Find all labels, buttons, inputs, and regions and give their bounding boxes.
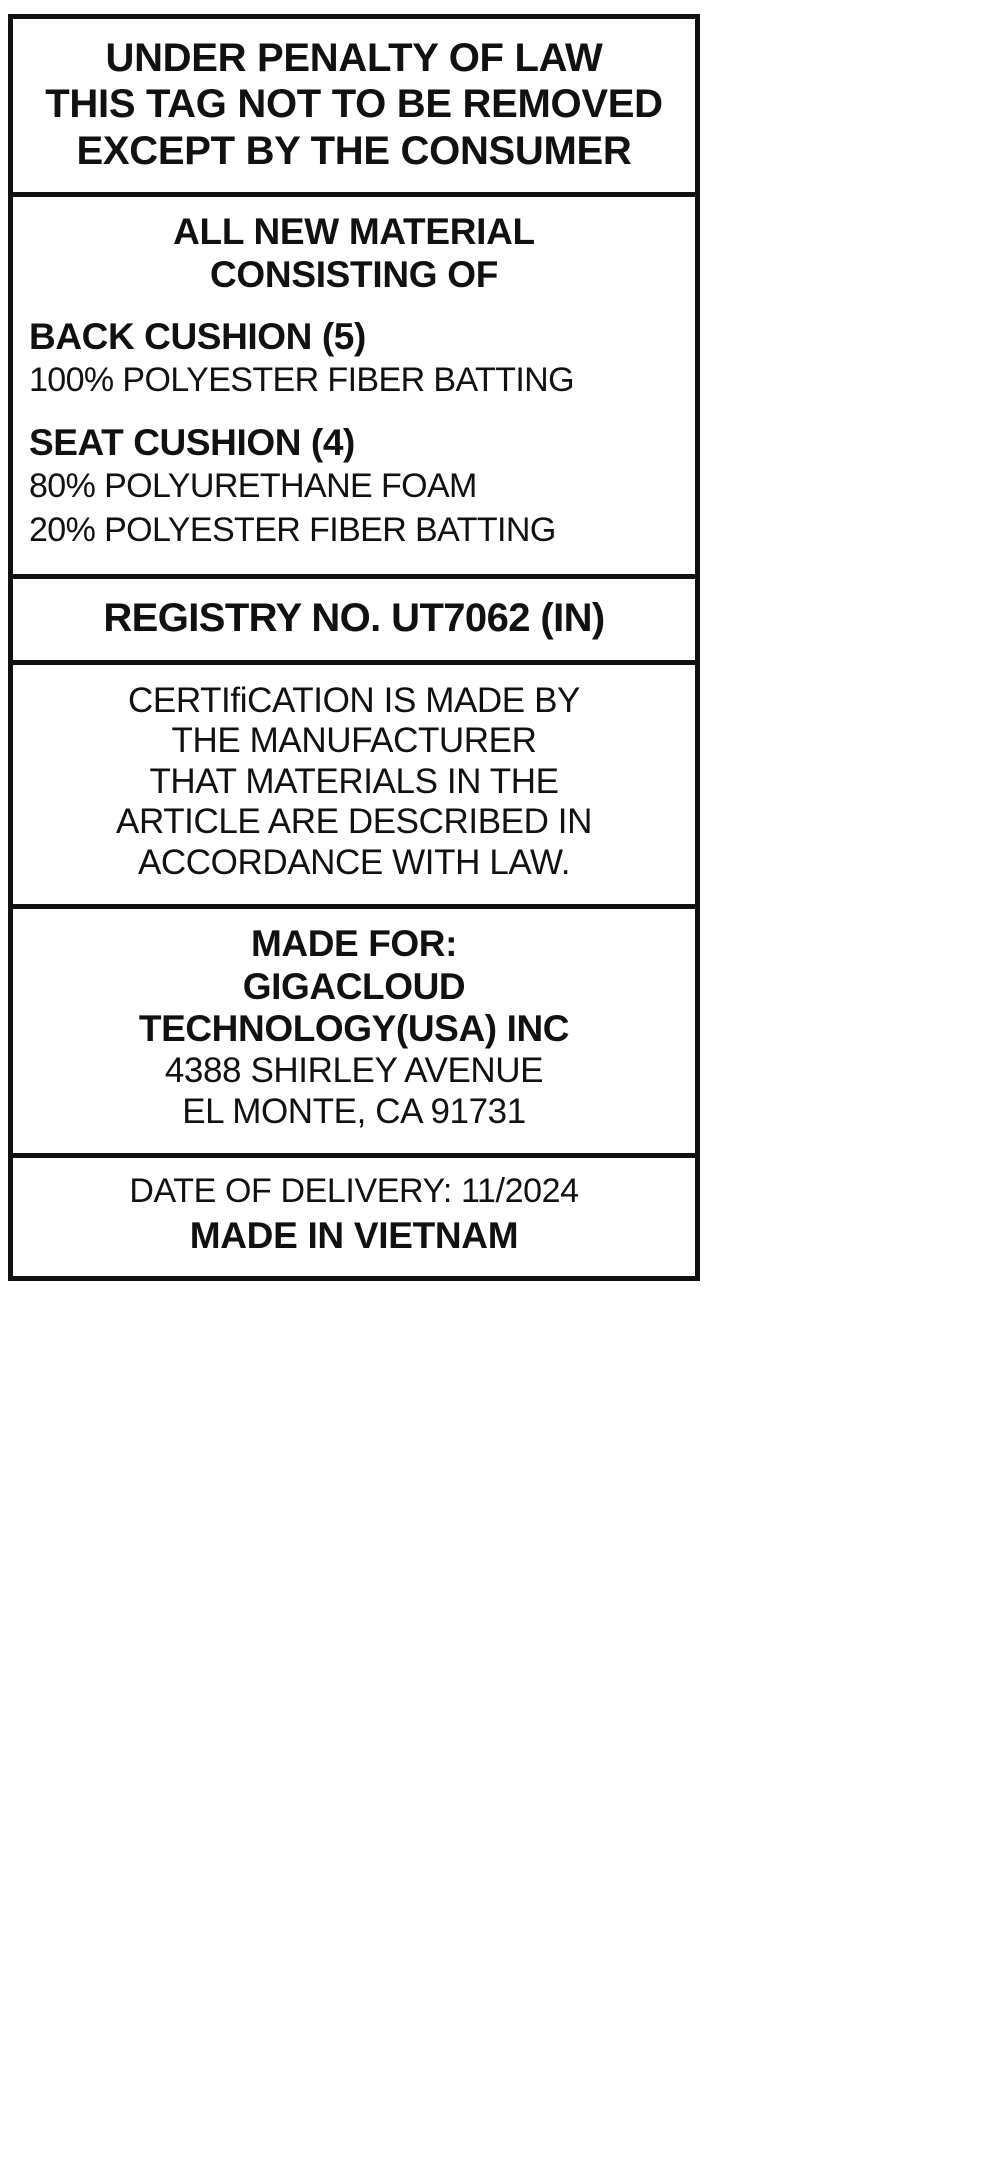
materials-heading-line: ALL NEW MATERIAL [173, 211, 535, 253]
material-group-back-cushion [21, 315, 687, 403]
penalty-notice-line: EXCEPT BY THE CONSUMER [76, 128, 632, 173]
made-for-company-line: TECHNOLOGY(USA) INC [138, 1008, 570, 1050]
penalty-notice-section [13, 19, 695, 197]
registry-number: REGISTRY NO. UT7062 (IN) [103, 596, 605, 641]
certification-line: CERTIfiCATION IS MADE BY [128, 680, 580, 720]
certification-line: ACCORDANCE WITH LAW. [137, 843, 571, 883]
material-group-title: SEAT CUSHION (4) [29, 421, 355, 463]
material-group-item: 20% POLYESTER FIBER BATTING [29, 510, 556, 549]
made-for-company-line: GIGACLOUD [242, 965, 466, 1007]
delivery-date: DATE OF DELIVERY: 11/2024 [129, 1171, 579, 1210]
footer-section [13, 1158, 695, 1276]
country-of-origin: MADE IN VIETNAM [189, 1215, 519, 1257]
material-group-item: 100% POLYESTER FIBER BATTING [29, 361, 574, 400]
registry-section [13, 579, 695, 664]
certification-section [13, 665, 695, 909]
made-for-address-line: 4388 SHIRLEY AVENUE [164, 1051, 544, 1091]
material-group-title: BACK CUSHION (5) [29, 315, 366, 357]
materials-heading [21, 211, 687, 297]
penalty-notice-line: UNDER PENALTY OF LAW [105, 36, 603, 80]
certification-line: THE MANUFACTURER [171, 721, 537, 761]
penalty-notice-line: THIS TAG NOT TO BE REMOVED [45, 82, 663, 127]
material-group-seat-cushion [21, 421, 687, 552]
law-tag-label [8, 14, 700, 1281]
materials-section [13, 197, 695, 579]
certification-line: ARTICLE ARE DESCRIBED IN [116, 802, 592, 842]
made-for-address-line: EL MONTE, CA 91731 [182, 1091, 526, 1131]
made-for-section [13, 909, 695, 1158]
made-for-label: MADE FOR: [250, 922, 458, 964]
material-group-item: 80% POLYURETHANE FOAM [29, 467, 477, 506]
certification-line: THAT MATERIALS IN THE [149, 761, 559, 801]
materials-heading-line: CONSISTING OF [210, 254, 498, 296]
